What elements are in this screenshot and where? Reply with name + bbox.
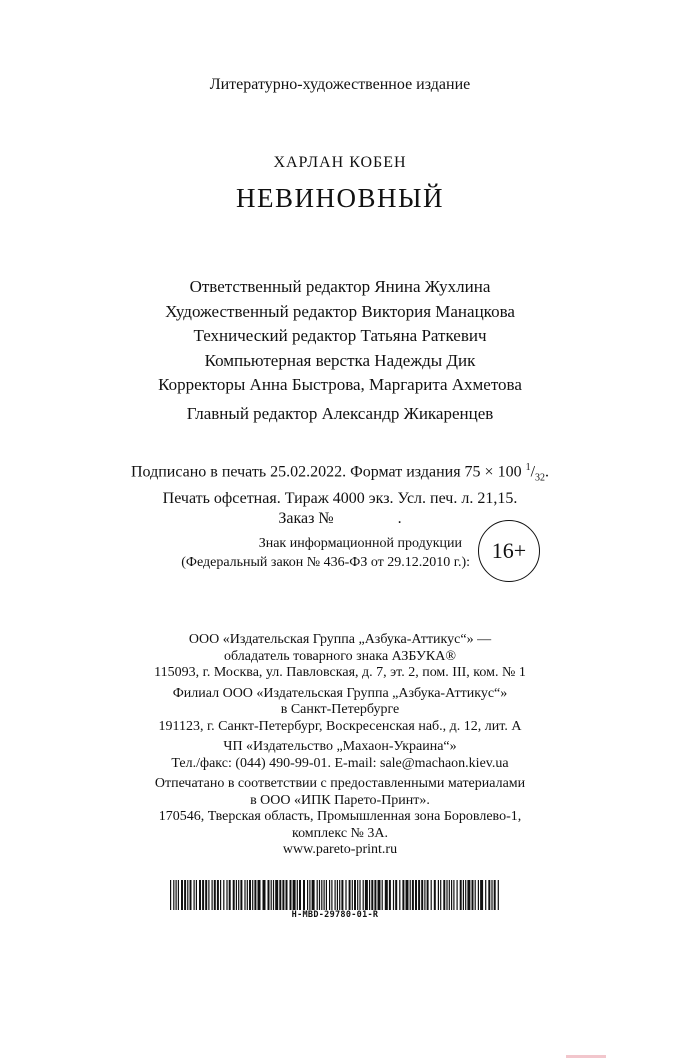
barcode-bar bbox=[472, 880, 474, 910]
staff-line: Компьютерная верстка Надежды Дик bbox=[204, 350, 476, 370]
barcode-bar bbox=[244, 880, 245, 910]
edition-type: Литературно-художественное издание bbox=[209, 76, 471, 93]
barcode-bar bbox=[371, 880, 373, 910]
barcode-bar bbox=[212, 880, 213, 910]
barcode-bar bbox=[460, 880, 462, 910]
barcode-bar bbox=[357, 880, 358, 910]
barcode-bar bbox=[446, 880, 447, 910]
barcode-bar bbox=[449, 880, 450, 910]
barcode-bar bbox=[345, 880, 346, 910]
barcode-bar bbox=[395, 880, 397, 910]
barcode-bar bbox=[374, 880, 376, 910]
staff-line: Ответственный редактор Янина Жухлина bbox=[189, 277, 491, 296]
barcode-bar bbox=[369, 880, 370, 910]
barcode-code: H-MBD-29780-01-R bbox=[291, 910, 379, 920]
barcode-bar bbox=[463, 880, 464, 910]
barcode-bar bbox=[303, 880, 305, 910]
barcode-bar bbox=[187, 880, 188, 910]
barcode-bar bbox=[491, 880, 492, 910]
barcode-bar bbox=[385, 880, 388, 910]
publisher-line: Тел./факс: (044) 490-99-01. E-mail: sale@machaon.kiev.ua bbox=[171, 755, 509, 771]
barcode-bar bbox=[202, 880, 204, 910]
staff-line: Художественный редактор Виктория Манацкова bbox=[165, 301, 515, 321]
book-title: НЕВИНОВНЫЙ bbox=[235, 183, 445, 213]
barcode-bar bbox=[457, 880, 458, 910]
barcode-bar bbox=[184, 880, 186, 910]
barcode-bar bbox=[406, 880, 409, 910]
barcode-bar bbox=[220, 880, 221, 910]
publisher-line: 191123, г. Санкт-Петербург, Воскресенская наб., д. 12, лит. А bbox=[158, 718, 522, 734]
barcode-bar bbox=[453, 880, 454, 910]
barcode-bar bbox=[393, 880, 394, 910]
barcode-bar bbox=[421, 880, 423, 910]
barcode-bar bbox=[324, 880, 325, 910]
barcode-bar bbox=[279, 880, 281, 910]
barcode-bar bbox=[412, 880, 414, 910]
barcode-bar bbox=[217, 880, 219, 910]
barcode-bar bbox=[352, 880, 353, 910]
barcode-bar bbox=[341, 880, 343, 910]
print-signed-text: Подписано в печать 25.02.2022. Формат издания 75 × 100 bbox=[130, 463, 526, 481]
barcode-bar bbox=[467, 880, 470, 910]
barcode-bar bbox=[236, 880, 237, 910]
format-fraction-slash: / bbox=[530, 463, 536, 481]
barcode-bar bbox=[424, 880, 425, 910]
order-label: Заказ № bbox=[278, 509, 334, 527]
barcode-bar bbox=[286, 880, 288, 910]
publisher-line: в Санкт-Петербурге bbox=[280, 702, 400, 717]
barcode-bar bbox=[307, 880, 308, 910]
publisher-line: 170546, Тверская область, Промышленная зона Боровлево-1, bbox=[158, 809, 522, 824]
barcode-bar bbox=[494, 880, 496, 910]
chief-editor: Главный редактор Александр Жикаренцев bbox=[186, 404, 494, 423]
info-sign-line: Знак информационной продукции bbox=[258, 536, 462, 551]
barcode-bar bbox=[199, 880, 201, 910]
barcode-bar bbox=[176, 880, 177, 910]
barcode-bar bbox=[247, 880, 248, 910]
staff-line: Корректоры Анна Быстрова, Маргарита Ахметова bbox=[158, 375, 522, 394]
barcode-bar bbox=[410, 880, 411, 910]
publisher-line: ООО «Издательская Группа „Азбука-Аттикус“» — bbox=[188, 632, 492, 647]
barcode-bar bbox=[438, 880, 439, 910]
barcode-bar bbox=[337, 880, 338, 910]
barcode-bar bbox=[205, 880, 207, 910]
barcode-bar bbox=[440, 880, 441, 910]
barcode-bar bbox=[434, 880, 436, 910]
barcode-bar bbox=[365, 880, 368, 910]
info-sign-law: (Федеральный закон № 436-ФЗ от 29.12.2010 г.): bbox=[181, 555, 470, 570]
barcode-bar bbox=[271, 880, 272, 910]
barcode-bar bbox=[331, 880, 332, 910]
barcode-bar bbox=[309, 880, 310, 910]
format-fraction-numerator: 1 bbox=[525, 462, 531, 473]
barcode-bar bbox=[273, 880, 274, 910]
barcode-bar bbox=[196, 880, 197, 910]
barcode-bar bbox=[498, 880, 499, 910]
barcode-bar bbox=[363, 880, 364, 910]
publisher-line: Филиал ООО «Издательская Группа „Азбука-Аттикус“» bbox=[172, 685, 508, 701]
publisher-line: ЧП «Издательство „Махаон-Украина“» bbox=[223, 739, 457, 754]
barcode-bar bbox=[178, 880, 179, 910]
barcode-bar bbox=[226, 880, 227, 910]
barcode-bar bbox=[194, 880, 195, 910]
age-rating-badge: 16+ bbox=[478, 520, 540, 582]
corner-mark bbox=[566, 1055, 606, 1058]
barcode-bar bbox=[399, 880, 400, 910]
barcode-bar bbox=[181, 880, 183, 910]
barcode-bar bbox=[297, 880, 298, 910]
print-run-line: Печать офсетная. Тираж 4000 экз. Усл. печ. л. 21,15. bbox=[162, 489, 518, 507]
print-details bbox=[0, 458, 680, 529]
barcode-bar bbox=[465, 880, 466, 910]
barcode-bar bbox=[415, 880, 417, 910]
barcode-bar bbox=[378, 880, 381, 910]
barcode-bar bbox=[263, 880, 266, 910]
barcode-bar bbox=[290, 880, 292, 910]
order-line bbox=[0, 509, 680, 529]
barcode-bar bbox=[254, 880, 256, 910]
barcode-bar bbox=[475, 880, 476, 910]
barcode-bar bbox=[190, 880, 192, 910]
barcode-bar bbox=[382, 880, 383, 910]
barcode-bar bbox=[229, 880, 231, 910]
barcode-bar bbox=[249, 880, 251, 910]
barcode-bar bbox=[173, 880, 174, 910]
barcode-bar bbox=[431, 880, 432, 910]
barcode-bar bbox=[268, 880, 270, 910]
barcode-bar bbox=[480, 880, 483, 910]
barcode-bar bbox=[485, 880, 486, 910]
barcode-bar bbox=[427, 880, 429, 910]
barcode-bar bbox=[321, 880, 322, 910]
barcode-bar bbox=[233, 880, 235, 910]
author-name: ХАРЛАН КОБЕН bbox=[273, 154, 407, 171]
order-end: . bbox=[397, 509, 402, 527]
barcode-bar bbox=[299, 880, 301, 910]
barcode-bar bbox=[335, 880, 336, 910]
barcode-bar bbox=[443, 880, 445, 910]
format-end: . bbox=[545, 463, 550, 481]
barcode-bar bbox=[223, 880, 224, 910]
publisher-line: комплекс № 3А. bbox=[291, 825, 388, 841]
publisher-line: www.pareto-print.ru bbox=[282, 842, 398, 857]
barcode-bar bbox=[478, 880, 479, 910]
barcode-bar bbox=[252, 880, 253, 910]
barcode-bar bbox=[319, 880, 320, 910]
barcode-bar bbox=[339, 880, 340, 910]
barcode-bar bbox=[317, 880, 318, 910]
barcode-bar bbox=[275, 880, 278, 910]
barcode-bar bbox=[170, 880, 171, 910]
barcode-bar bbox=[238, 880, 239, 910]
staff-list bbox=[0, 275, 680, 398]
barcode-bar bbox=[354, 880, 356, 910]
info-sign-text bbox=[100, 534, 470, 572]
barcode-bar bbox=[312, 880, 315, 910]
format-fraction-denominator: 32 bbox=[535, 472, 546, 484]
barcode-bar bbox=[258, 880, 261, 910]
publisher-info bbox=[0, 632, 680, 859]
publisher-line: обладатель товарного знака АЗБУКА® bbox=[224, 648, 456, 664]
barcode-bar bbox=[349, 880, 351, 910]
barcode bbox=[170, 880, 500, 910]
barcode-bar bbox=[488, 880, 490, 910]
barcode-bar bbox=[418, 880, 420, 910]
barcode-bar bbox=[329, 880, 330, 910]
barcode-bar bbox=[402, 880, 404, 910]
staff-line: Технический редактор Татьяна Раткевич bbox=[193, 326, 487, 345]
publisher-line: в ООО «ИПК Парето-Принт». bbox=[250, 792, 430, 808]
barcode-bar bbox=[240, 880, 242, 910]
barcode-bar bbox=[451, 880, 452, 910]
barcode-bar bbox=[389, 880, 391, 910]
print-signed-line bbox=[0, 458, 680, 489]
barcode-bar bbox=[214, 880, 216, 910]
barcode-bar bbox=[293, 880, 296, 910]
barcode-bar bbox=[359, 880, 360, 910]
barcode-bar bbox=[282, 880, 284, 910]
publisher-line: 115093, г. Москва, ул. Павловская, д. 7, эт. 2, пом. III, ком. № 1 bbox=[154, 665, 526, 680]
publisher-line: Отпечатано в соответствии с предоставленными материалами bbox=[154, 776, 526, 791]
barcode-bar bbox=[208, 880, 209, 910]
barcode-bar bbox=[326, 880, 327, 910]
